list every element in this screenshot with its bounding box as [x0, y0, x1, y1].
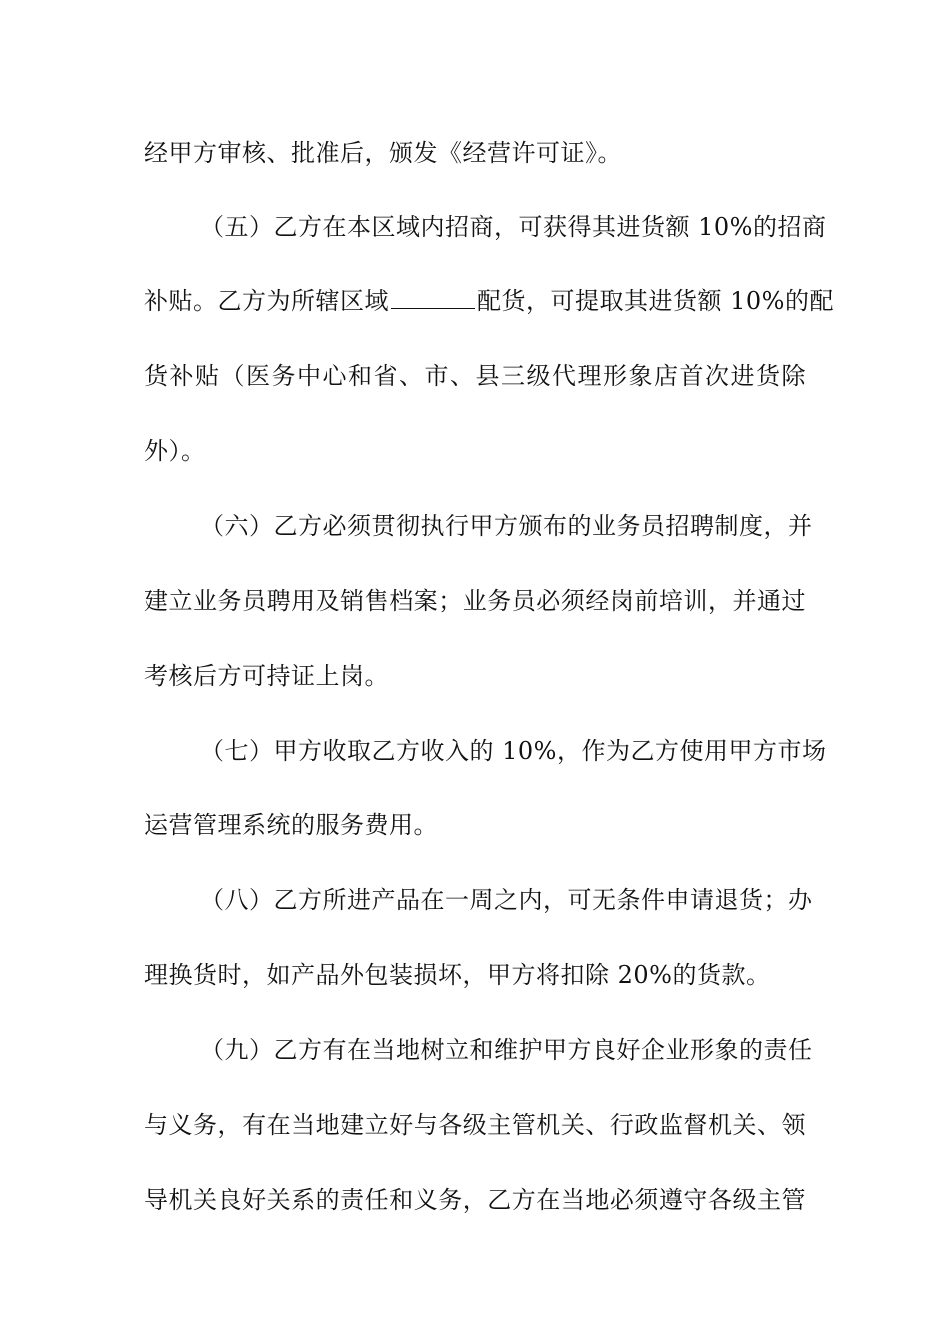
- text-segment: 配货，可提取其进货额 10%的配: [477, 287, 834, 315]
- paragraph-8-first-line: （八）乙方所进产品在一周之内，可无条件申请退货；办: [200, 886, 813, 914]
- text-line: 理换货时，如产品外包装损坏，甲方将扣除 20%的货款。: [144, 961, 771, 989]
- text-line: 经甲方审核、批准后，颁发《经营许可证》。: [144, 139, 622, 167]
- paragraph-7-first-line: （七）甲方收取乙方收入的 10%，作为乙方使用甲方市场: [200, 737, 827, 765]
- paragraph-5-first-line: （五）乙方在本区域内招商，可获得其进货额 10%的招商: [200, 213, 827, 241]
- text-line: 与义务，有在当地建立好与各级主管机关、行政监督机关、领: [144, 1111, 806, 1139]
- text-line: 考核后方可持证上岗。: [144, 662, 389, 690]
- text-line: [144, 286, 834, 316]
- text-line: 建立业务员聘用及销售档案；业务员必须经岗前培训，并通过: [144, 587, 806, 615]
- paragraph-9-first-line: （九）乙方有在当地树立和维护甲方良好企业形象的责任: [200, 1036, 813, 1064]
- paragraph-6-first-line: （六）乙方必须贯彻执行甲方颁布的业务员招聘制度，并: [200, 512, 813, 540]
- text-line: 运营管理系统的服务费用。: [144, 811, 438, 839]
- text-segment: 补贴。乙方为所辖区域: [144, 287, 389, 315]
- text-line: 外）。: [144, 437, 206, 465]
- text-line: 货补贴（医务中心和省、市、县三级代理形象店首次进货除: [144, 362, 806, 390]
- fill-in-blank: [391, 286, 475, 309]
- text-line: 导机关良好关系的责任和义务，乙方在当地必须遵守各级主管: [144, 1186, 806, 1214]
